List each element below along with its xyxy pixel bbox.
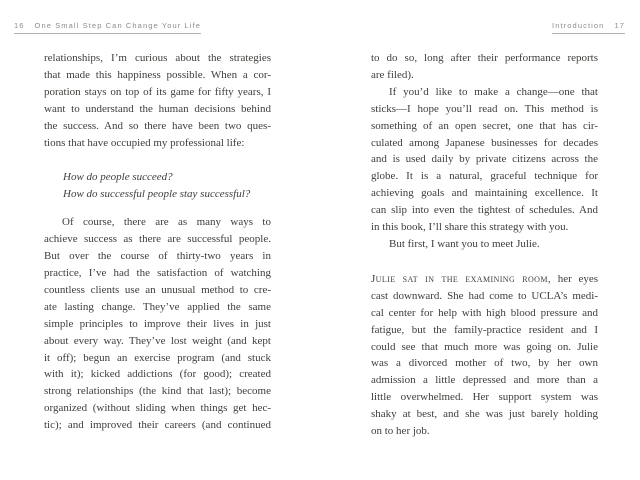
smallcaps-lead: Julie sat in the examining room, xyxy=(371,272,551,285)
page-body-right xyxy=(371,50,598,440)
paragraph xyxy=(44,214,271,434)
text-line: sticks—I hope you’ll read on. This method is xyxy=(371,102,598,115)
page-number-left: 16 xyxy=(14,21,25,30)
text-line: can slip into even the tightest of schedules. And xyxy=(371,204,598,217)
text-line: cal center for help with high blood pressure and xyxy=(371,306,598,319)
text-line: little overwhelmed. Her support system was xyxy=(371,391,598,404)
text-line: How do successful people stay successful? xyxy=(63,188,251,201)
text-line: that made this happiness possible. When a cor- xyxy=(44,68,271,81)
paragraph xyxy=(371,84,598,236)
page-header-left xyxy=(14,21,201,34)
text-line: the success. And so there have been two ques- xyxy=(44,119,271,132)
running-title-right: Introduction xyxy=(552,21,605,30)
text-line: want to understand the human decisions behind xyxy=(44,102,271,115)
text-line: tions that have occupied my professional life: xyxy=(44,136,245,149)
text-line: But first, I want you to meet Julie. xyxy=(389,237,540,250)
paragraph xyxy=(44,50,271,151)
text-line: culated among Japanese businesses for decades xyxy=(371,136,598,149)
text-line: something of an open secret, one that has cir- xyxy=(371,119,598,132)
text-line: If you’d like to make a change—one that xyxy=(389,85,598,98)
paragraph xyxy=(371,50,598,84)
text-line: it off); begun an exercise program (and stuck xyxy=(44,351,271,364)
paragraph xyxy=(371,236,598,253)
text-line: achieving goals and maintaining excellence. It xyxy=(371,187,598,200)
running-title-left: One Small Step Can Change Your Life xyxy=(34,21,202,30)
text-line: Of course, there are as many ways to xyxy=(62,216,271,229)
text-line: with it); kicked addictions (for good); created xyxy=(44,368,271,381)
text-line: achieve success as there are successful people. xyxy=(44,233,271,246)
page-header-right xyxy=(552,21,625,34)
text-line: But over the course of thirty-two years in xyxy=(44,250,271,263)
paragraph xyxy=(371,271,598,440)
text-line: shaky at best, and she was just barely holding xyxy=(371,408,598,421)
quote-block xyxy=(44,169,271,203)
text-line: could see that much more was going on. Julie xyxy=(371,340,598,353)
text-line: about every way. They’ve lost weight (and kept xyxy=(44,334,271,347)
text-line: to do so, long after their performance reports xyxy=(371,52,598,64)
text-line: practice, I’ve had the satisfaction of watching xyxy=(44,266,271,279)
text-line: in this book, I’ll share this strategy with you. xyxy=(371,221,569,234)
text-line: cast downward. She had come to UCLA’s medi- xyxy=(371,289,598,302)
text-line: poration stays on top of its game for fifty years, I xyxy=(44,85,271,98)
text-line: relationships, I’m curious about the strategies xyxy=(44,52,271,64)
text-line: countless clients use an unusual method to cre- xyxy=(44,283,271,296)
text-line: strong relationships (the kind that last); become xyxy=(44,385,271,398)
text-line: ate lasting change. They’ve applied the same xyxy=(44,300,271,313)
page-number-right: 17 xyxy=(614,21,625,30)
text-line: globe. It is a natural, graceful technique for xyxy=(371,170,598,183)
text-line: admission a little depressed and more than a xyxy=(371,374,598,387)
text-line: How do people succeed? xyxy=(63,171,173,184)
page-body-left xyxy=(44,50,271,434)
text-line: and is used daily by private citizens across the xyxy=(371,153,598,166)
text-line: on to her job. xyxy=(371,425,430,438)
text-line: tic); and improved their careers (and continued xyxy=(44,419,271,432)
text-line: was a divorced mother of two, by her own xyxy=(371,357,598,370)
text-line: Julie sat in the examining room, her eyes xyxy=(371,272,598,285)
text-line: simple principles to improve their lives in just xyxy=(44,317,271,330)
text-line: organized (without sliding when things get hec- xyxy=(44,402,271,415)
text-line: fatigue, but the family-practice resident and I xyxy=(371,323,598,336)
text-line: are filed). xyxy=(371,68,414,81)
